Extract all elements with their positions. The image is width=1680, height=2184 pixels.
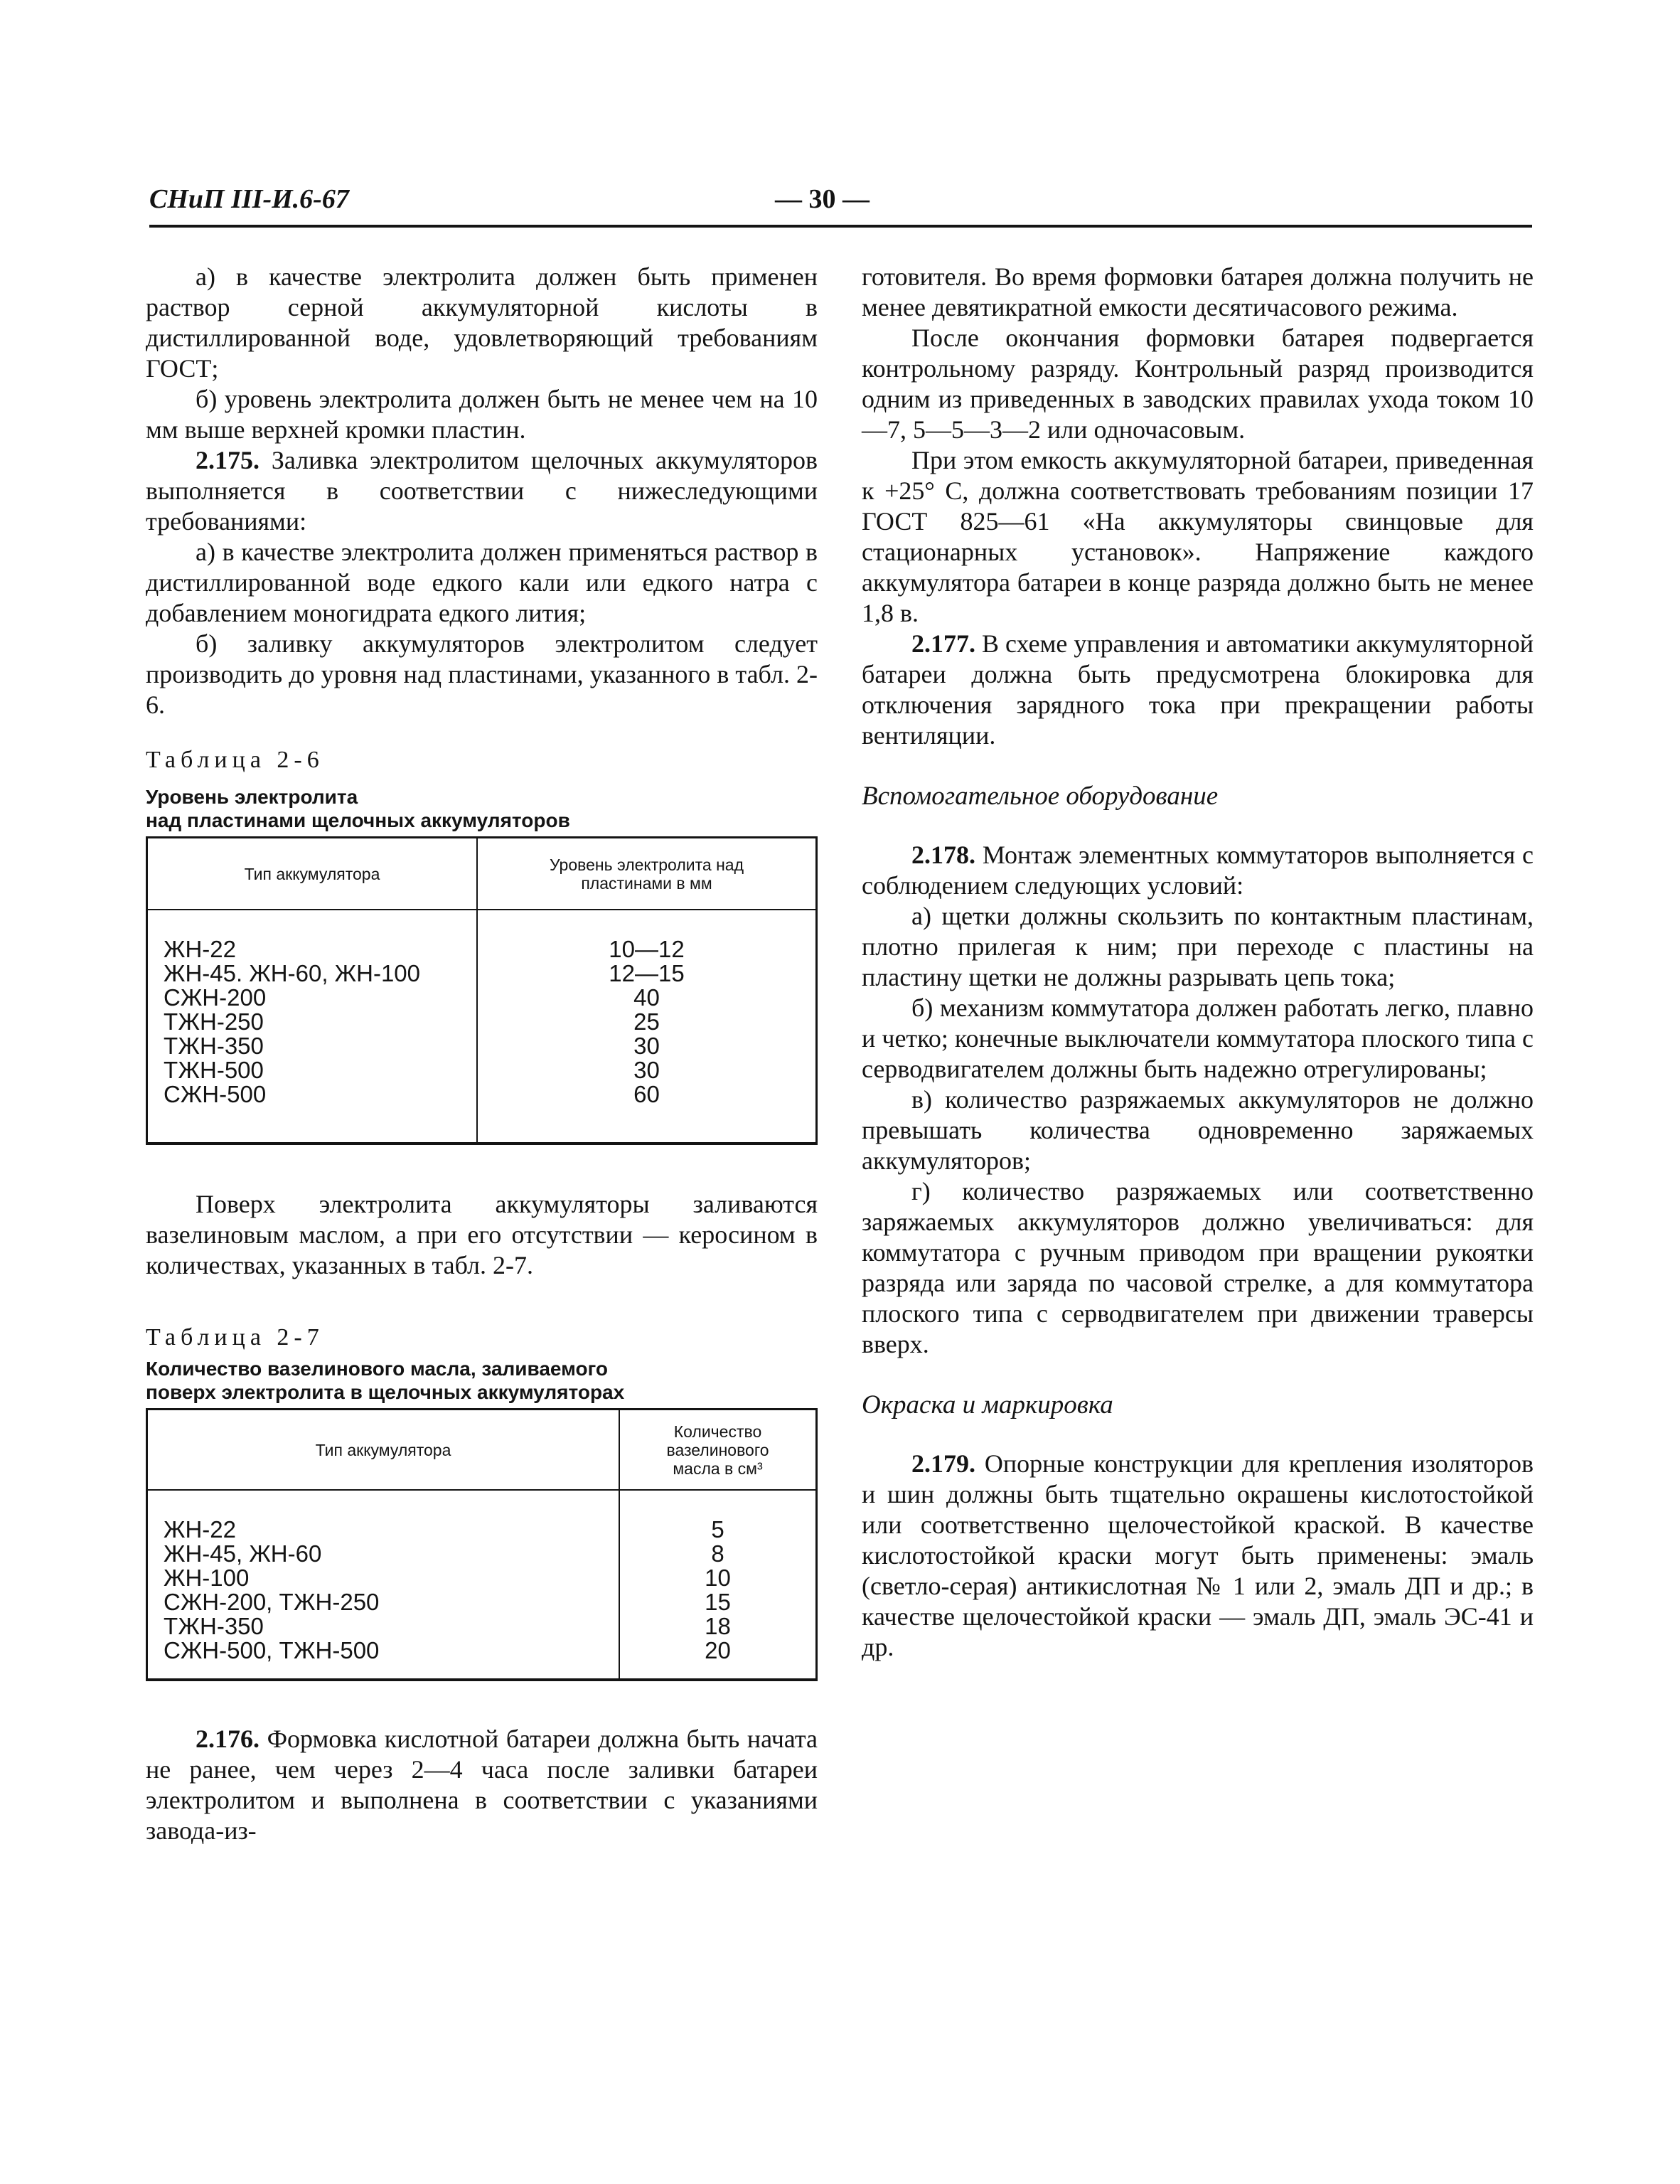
- column-header: Тип аккумулятора: [148, 838, 477, 910]
- header-rule: [149, 225, 1532, 228]
- paragraph: б) уровень электролита должен быть не менее чем на 10 мм выше верхней кромки пластин.: [146, 385, 818, 444]
- clause-text: В схеме управления и автоматики аккумуляторной батареи должна быть предусмотрена блокировка для отключения зарядного тока при прекращении работы вентиляции.: [862, 629, 1534, 750]
- column-header-line: масла в см³: [673, 1459, 763, 1478]
- left-column: [146, 262, 818, 1846]
- paragraph: б) заливку аккумуляторов электролитом следует производить до уровня над пластинами, указанного в табл. 2-6.: [146, 629, 818, 719]
- clause-number: 2.177.: [911, 629, 975, 658]
- level-values: 10—12 12—15 40 25 30 30 60: [477, 910, 815, 1142]
- clause-text: Формовка кислотной батареи должна быть начата не ранее, чем через 2—4 часа после заливки батареи электролитом и выполнена в соответствии с указаниями завода-из-: [146, 1725, 818, 1845]
- paragraph: а) в качестве электролита должен быть применен раствор серной аккумуляторной кислоты в дистиллированной воде, удовлетворяющий требованиям ГОСТ;: [146, 262, 818, 383]
- clause-number: 2.179.: [911, 1449, 975, 1478]
- paragraph: готовителя. Во время формовки батарея должна получить не менее девятикратной емкости десятичасового режима.: [862, 262, 1534, 321]
- paragraph: б) механизм коммутатора должен работать легко, плавно и четко; конечные выключатели коммутатора плоского типа с серводвигателем должны быть надежно отрегулированы;: [862, 994, 1534, 1083]
- paragraph-2-175: [146, 445, 818, 537]
- column-header-line: пластинами в мм: [581, 873, 712, 893]
- paragraph: После окончания формовки батарея подвергается контрольному разряду. Контрольный разряд производится одним из приведенных в заводских правилах ухода током 10—7, 5—5—3—2 или одночасовым.: [862, 324, 1534, 444]
- column-header-line: Количество: [673, 1422, 762, 1441]
- section-heading: Вспомогательное оборудование: [862, 782, 1219, 811]
- column-header-line: Уровень электролита над: [549, 855, 744, 874]
- battery-types: ЖН-22 ЖН-45, ЖН-60 ЖН-100 СЖН-200, ТЖН-250 ТЖН-350 СЖН-500, ТЖН-500: [164, 1516, 380, 1663]
- paragraph-2-179: [862, 1449, 1534, 1663]
- paragraph: Поверх электролита аккумуляторы заливаются вазелиновым маслом, а при его отсутствии — керосином в количествах, указанных в табл. 2-7.: [146, 1190, 818, 1279]
- clause-number: 2.175.: [196, 446, 260, 474]
- section-heading: Окраска и маркировка: [862, 1390, 1113, 1419]
- clause-number: 2.178.: [911, 841, 975, 869]
- table-title-line: поверх электролита в щелочных аккумуляторах: [146, 1381, 625, 1403]
- table-vaseline-oil: [146, 1408, 818, 1681]
- paragraph: При этом емкость аккумуляторной батареи, приведенная к +25° С, должна соответствовать требованиям позиции 17 ГОСТ 825—61 «На аккумуляторы свинцовые для стационарных установок». Напряжение каждого аккумулятора батареи в конце разряда должно быть не менее 1,8 в.: [862, 446, 1534, 627]
- column-header: [477, 838, 815, 910]
- clause-text: Опорные конструкции для крепления изоляторов и шин должны быть тщательно окрашены кислотостойкой или соответственно щелочестойкой краской. В качестве кислотостойкой краски могут быть применены: эмаль (светло-серая) антикислотная № 1 или 2, эмаль ДП и др.; в качестве щелочестойкой краски — эмаль ДП, эмаль ЭС-41 и др.: [862, 1449, 1534, 1661]
- table-title-line: над пластинами щелочных аккумуляторов: [146, 809, 570, 831]
- table-title-line: Уровень электролита: [146, 786, 358, 808]
- table-electrolyte-level: [146, 836, 818, 1145]
- right-column: [862, 262, 1534, 1663]
- paragraph: в) количество разряжаемых аккумуляторов не должно превышать количества одновременно заряжаемых аккумуляторов;: [862, 1085, 1534, 1175]
- battery-types: ЖН-22 ЖН-45. ЖН-60, ЖН-100 СЖН-200 ТЖН-250 ТЖН-350 ТЖН-500 СЖН-500: [164, 936, 421, 1107]
- paragraph: а) щетки должны скользить по контактным пластинам, плотно прилегая к ним; при переходе с пластины на пластину щетки не должны разрывать цепь тока;: [862, 902, 1534, 991]
- page-number: — 30 —: [775, 184, 870, 214]
- column-header: Тип аккумулятора: [148, 1410, 619, 1490]
- clause-text: Монтаж элементных коммутаторов выполняется с соблюдением следующих условий:: [862, 841, 1534, 900]
- paragraph-2-176: [146, 1724, 818, 1846]
- clause-text: Заливка электролитом щелочных аккумуляторов выполняется в соответствии с нижеследующими требованиями:: [146, 446, 818, 536]
- paragraph: г) количество разряжаемых или соответственно заряжаемых аккумуляторов должно увеличиваться: для коммутатора с ручным приводом при вращении рукоятки разряда или заряда по часовой стрелке, а для коммутатора плоского типа с серводвигателем при движении траверсы вверх.: [862, 1177, 1534, 1358]
- clause-number: 2.176.: [196, 1725, 260, 1753]
- column-header: [619, 1410, 815, 1490]
- oil-values: 5 8 10 15 18 20: [619, 1490, 815, 1678]
- column-header-line: вазелинового: [666, 1440, 769, 1459]
- paragraph-2-177: [862, 629, 1534, 751]
- paragraph: а) в качестве электролита должен применяться раствор в дистиллированной воде едкого кали или едкого натра с добавлением моногидрата едкого лития;: [146, 538, 818, 627]
- paragraph-2-178: [862, 840, 1534, 901]
- table-caption: Таблица 2-7: [146, 1324, 324, 1351]
- table-title-line: Количество вазелинового масла, заливаемого: [146, 1358, 608, 1380]
- document-code: СНиП III-И.6-67: [149, 184, 349, 214]
- table-caption: Таблица 2-6: [146, 747, 324, 773]
